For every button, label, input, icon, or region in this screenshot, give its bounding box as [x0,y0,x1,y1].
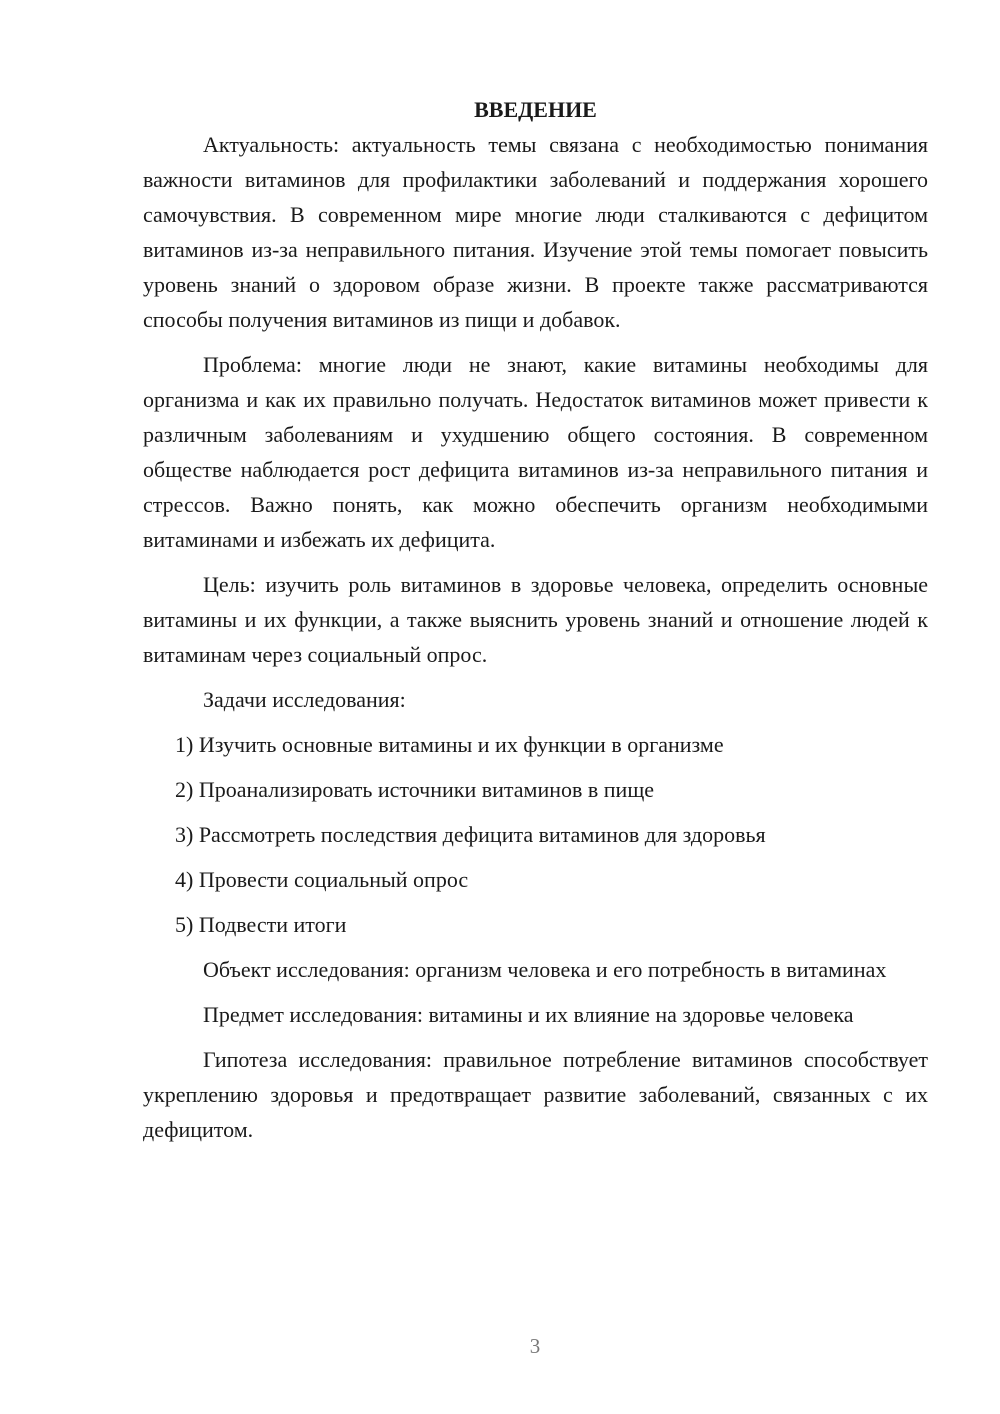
hypothesis-paragraph: Гипотеза исследования: правильное потребление витаминов способствует укреплению здоровья и предотвращает развитие заболеваний, связанных с их дефицитом. [143,1047,928,1142]
object-paragraph: Объект исследования: организм человека и его потребность в витаминах [203,957,887,982]
page-content [143,90,928,1147]
list-item: 1) Изучить основные витамины и их функции в организме [175,732,724,757]
tasks-title: Задачи исследования: [203,687,406,712]
list-item: 4) Провести социальный опрос [175,867,469,892]
relevance-paragraph: Актуальность: актуальность темы связана с необходимостью понимания важности витаминов для профилактики заболеваний и поддержания хорошего самочувствия. В современном мире многие люди сталкиваются с дефицитом витаминов из-за неправильного питания. Изучение этой темы помогает повысить уровень знаний о здоровом образе жизни. В проекте также рассматриваются способы получения витаминов из пищи и добавок. [143,132,928,332]
problem-paragraph: Проблема: многие люди не знают, какие витамины необходимы для организма и как их правильно получать. Недостаток витаминов может привести к различным заболеваниям и ухудшению общего состояния. В современном обществе наблюдается рост дефицита витаминов из-за неправильного питания и стрессов. Важно понять, как можно обеспечить организм необходимыми витаминами и избежать их дефицита. [143,352,928,552]
subject-paragraph: Предмет исследования: витамины и их влияние на здоровье человека [203,1002,854,1027]
list-item: 5) Подвести итоги [175,912,347,937]
page-title: ВВЕДЕНИЕ [474,97,597,122]
goal-paragraph: Цель: изучить роль витаминов в здоровье человека, определить основные витамины и их функции, а также выяснить уровень знаний и отношение людей к витаминам через социальный опрос. [143,572,928,667]
list-item: 3) Рассмотреть последствия дефицита витаминов для здоровья [175,822,766,847]
list-item: 2) Проанализировать источники витаминов в пище [175,777,655,802]
page-number: 3 [529,1334,541,1358]
tasks-list [143,727,928,942]
